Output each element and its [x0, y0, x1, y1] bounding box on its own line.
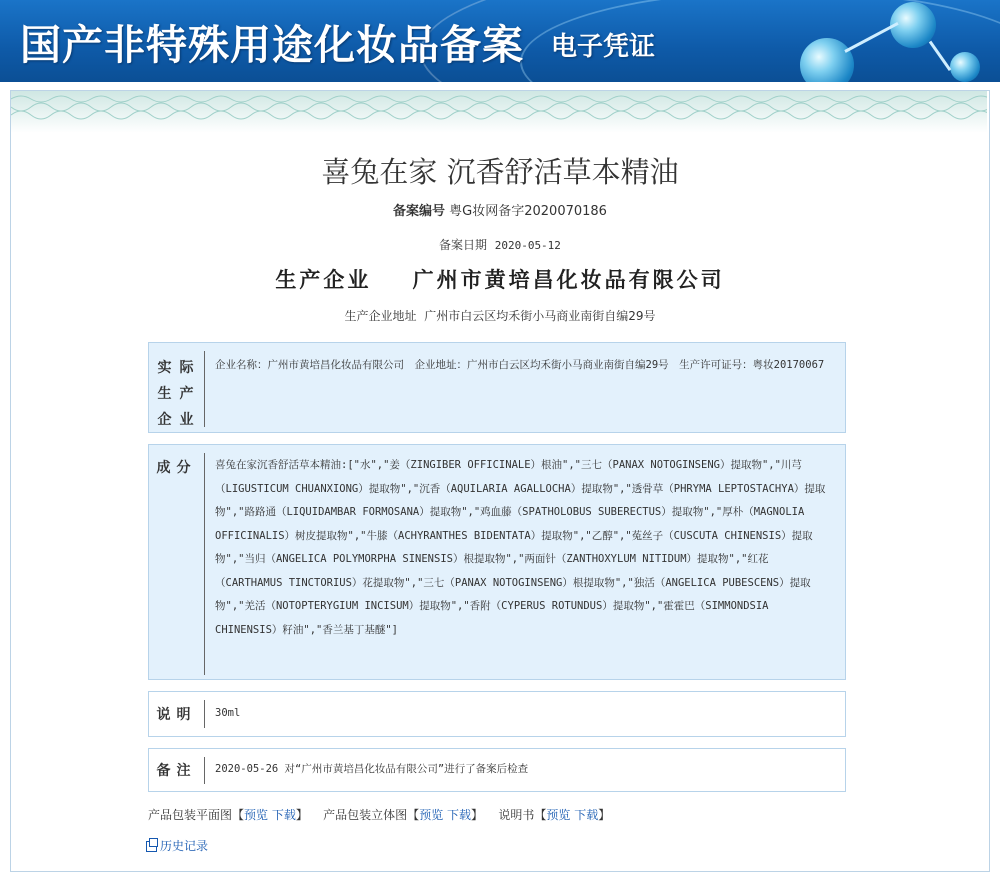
attachment-manual-download-link[interactable]: 下载 [574, 808, 599, 822]
record-number-label: 备案编号 [393, 204, 446, 219]
attachment-links: 产品包装平面图【预览 下载】 产品包装立体图【预览 下载】 说明书【预览 下载】 [148, 808, 611, 822]
molecule-orb-icon [950, 52, 980, 82]
maker-address-line [0, 307, 1000, 324]
record-date-label: 备案日期 [439, 238, 488, 252]
attachment-3d-download-link[interactable]: 下载 [447, 808, 472, 822]
header-banner [0, 0, 1000, 82]
description-text: 30ml [215, 707, 241, 719]
ingredients-label: 成分 [156, 460, 197, 476]
section-divider [204, 351, 205, 427]
record-date: 2020-05-12 [494, 239, 561, 252]
ingredients-text: 喜兔在家沉香舒活草本精油:["水","姜（ZINGIBER OFFICINALE）根油","三七（PANAX NOTOGINSENG）提取物","川芎（LIGUSTICUM CHUANXIONG）提取物","沉香（AQUILARIA AGALLOCHA）提取物","透骨草（PHRYMA LEPTOSTACHYA）提取物","路路通（LIQUIDAMBAR FORMOSANA）提取物","鸡血藤（SPATHOLOBUS SUBERECTUS）提取物","厚朴（MAGNOLIA OFFICINALIS）树皮提取物","牛膝（ACHYRANTHES BIDENTATA）提取物","乙醇","菟丝子（CUSCUTA CHINENSIS）提取物","当归（ANGELICA POLYMORPHA SINENSIS）根提取物","两面针（ZANTHOXYLUM NITIDUM）提取物","红花（CARTHAMUS TINCTORIUS）花提取物","三七（PANAX NOTOGINSENG）根提取物","独活（ANGELICA PUBESCENS）提取物","羌活（NOTOPTERYGIUM INCISUM）提取物","香附（CYPERUS ROTUNDUS）提取物","霍霍巴（SIMMONDSIA CHINENSIS）籽油","香兰基丁基醚"] [215, 459, 826, 636]
external-window-icon [146, 841, 157, 852]
description-label: 说明 [156, 707, 197, 723]
page-subtitle: 电子凭证 [551, 32, 656, 62]
remarks-section [148, 748, 846, 792]
maker-name: 广州市黄培昌化妆品有限公司 [412, 267, 725, 292]
section-divider [204, 757, 205, 784]
product-name: 喜兔在家 沉香舒活草本精油 [321, 155, 679, 189]
attachment-manual-preview-link[interactable]: 预览 [546, 808, 571, 822]
record-number: 粤G妆网备字2020070186 [449, 204, 607, 219]
page-title: 国产非特殊用途化妆品备案 [20, 21, 524, 69]
record-number-line [0, 200, 1000, 219]
attachment-flat-preview-link[interactable]: 预览 [244, 808, 269, 822]
attachment-3d-label: 产品包装立体图 [323, 808, 408, 822]
description-section [148, 691, 846, 737]
remarks-label: 备注 [156, 763, 197, 779]
section-divider [204, 700, 205, 728]
attachment-flat-label: 产品包装平面图 [148, 808, 233, 822]
actual-maker-text: 企业名称：广州市黄培昌化妆品有限公司 企业地址：广州市白云区均禾街小马商业南街自编29号 生产许可证号：粤妆20170067 [215, 359, 825, 371]
attachment-manual-label: 说明书 [498, 808, 535, 822]
maker-line [0, 264, 1000, 294]
ingredients-section [148, 444, 846, 680]
attachment-flat-download-link[interactable]: 下载 [271, 808, 296, 822]
history-link-row [146, 837, 208, 854]
decorative-wave-border [11, 91, 987, 133]
record-date-line [0, 236, 1000, 253]
attachment-3d-preview-link[interactable]: 预览 [419, 808, 444, 822]
remarks-text: 2020-05-26 对“广州市黄培昌化妆品有限公司”进行了备案后检查 [215, 763, 529, 775]
maker-address: 广州市白云区均禾街小马商业南街自编29号 [424, 309, 656, 323]
history-link[interactable]: 历史记录 [160, 839, 209, 853]
maker-address-label: 生产企业地址 [344, 309, 417, 323]
section-divider [204, 453, 205, 675]
actual-maker-label: 实际生产企业 [157, 360, 202, 428]
maker-label: 生产企业 [275, 267, 372, 292]
actual-maker-section [148, 342, 846, 433]
